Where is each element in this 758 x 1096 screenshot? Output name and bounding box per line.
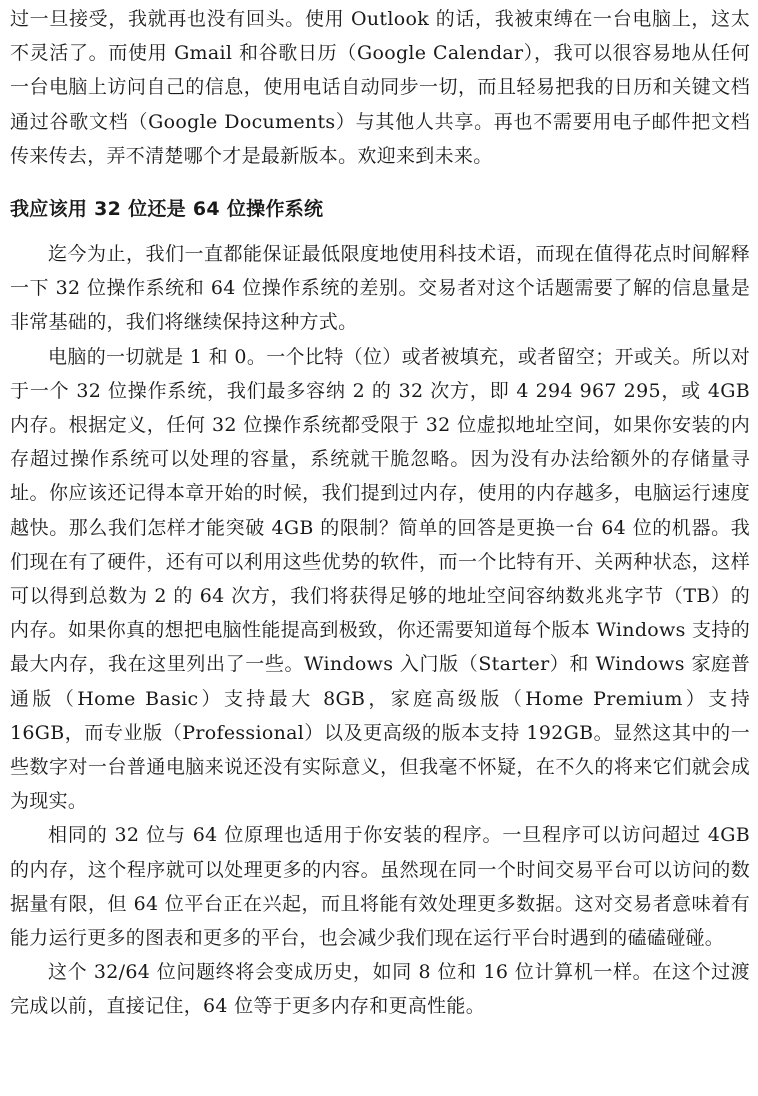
paragraph-4: 这个 32/64 位问题终将会变成历史，如同 8 位和 16 位计算机一样。在这个过渡完成以前，直接记住，64 位等于更多内存和更高性能。 (10, 961, 750, 1018)
paragraph-3: 相同的 32 位与 64 位原理也适用于你安装的程序。一旦程序可以访问超过 4GB 的内存，这个程序就可以处理更多的内容。虽然现在同一个时间交易平台可以访问的数据量有限，但 64 位平台正在兴起，而且将能有效处理更多数据。这对交易者意味着有能力运行更多的图表和更多的平台，也会减少我们现在运行平台时遇到的磕磕碰碰。 (10, 824, 750, 950)
paragraph-1: 迄今为止，我们一直都能保证最低限度地使用科技术语，而现在值得花点时间解释一下 32 位操作系统和 64 位操作系统的差别。交易者对这个话题需要了解的信息量是非常基础的，我们将继续保持这种方式。 (10, 243, 750, 334)
paragraph-2: 电脑的一切就是 1 和 0。一个比特（位）或者被填充，或者留空；开或关。所以对于一个 32 位操作系统，我们最多容纳 2 的 32 次方，即 4 294 967 295，或 4GB 内存。根据定义，任何 32 位操作系统都受限于 32 位虚拟地址空间，如果你安装的内存超过操作系统可以处理的容量，系统就干脆忽略。因为没有办法给额外的存储量寻址。你应该还记得本章开始的时候，我们提到过内存，使用的内存越多，电脑运行速度越快。那么我们怎样才能突破 4GB 的限制？简单的回答是更换一台 64 位的机器。我们现在有了硬件，还有可以利用这些优势的软件，而一个比特有开、关两种状态，这样可以得到总数为 2 的 64 次方，我们将获得足够的地址空间容纳数兆兆字节（TB）的内存。如果你真的想把电脑性能提高到极致，你还需要知道每个版本 Windows 支持的最大内存，我在这里列出了一些。Windows 入门版（Starter）和 Windows 家庭普通版（Home Basic）支持最大 8GB，家庭高级版（Home Premium）支持 16GB，而专业版（Professional）以及更高级的版本支持 192GB。显然这其中的一些数字对一台普通电脑来说还没有实际意义，但我毫不怀疑，在不久的将来它们就会成为现实。 (10, 345, 750, 813)
section-heading: 我应该用 32 位还是 64 位操作系统 (10, 198, 324, 221)
document-page (10, 2, 750, 1024)
paragraph-intro-continued: 过一旦接受，我就再也没有回头。使用 Outlook 的话，我被束缚在一台电脑上，这太不灵活了。而使用 Gmail 和谷歌日历（Google Calendar），我可以很容易地从任何一台电脑上访问自己的信息，使用电话自动同步一切，而且轻易把我的日历和关键文档通过谷歌文档（Google Documents）与其他人共享。再也不需要用电子邮件把文档传来传去，弄不清楚哪个才是最新版本。欢迎来到未来。 (10, 8, 750, 167)
